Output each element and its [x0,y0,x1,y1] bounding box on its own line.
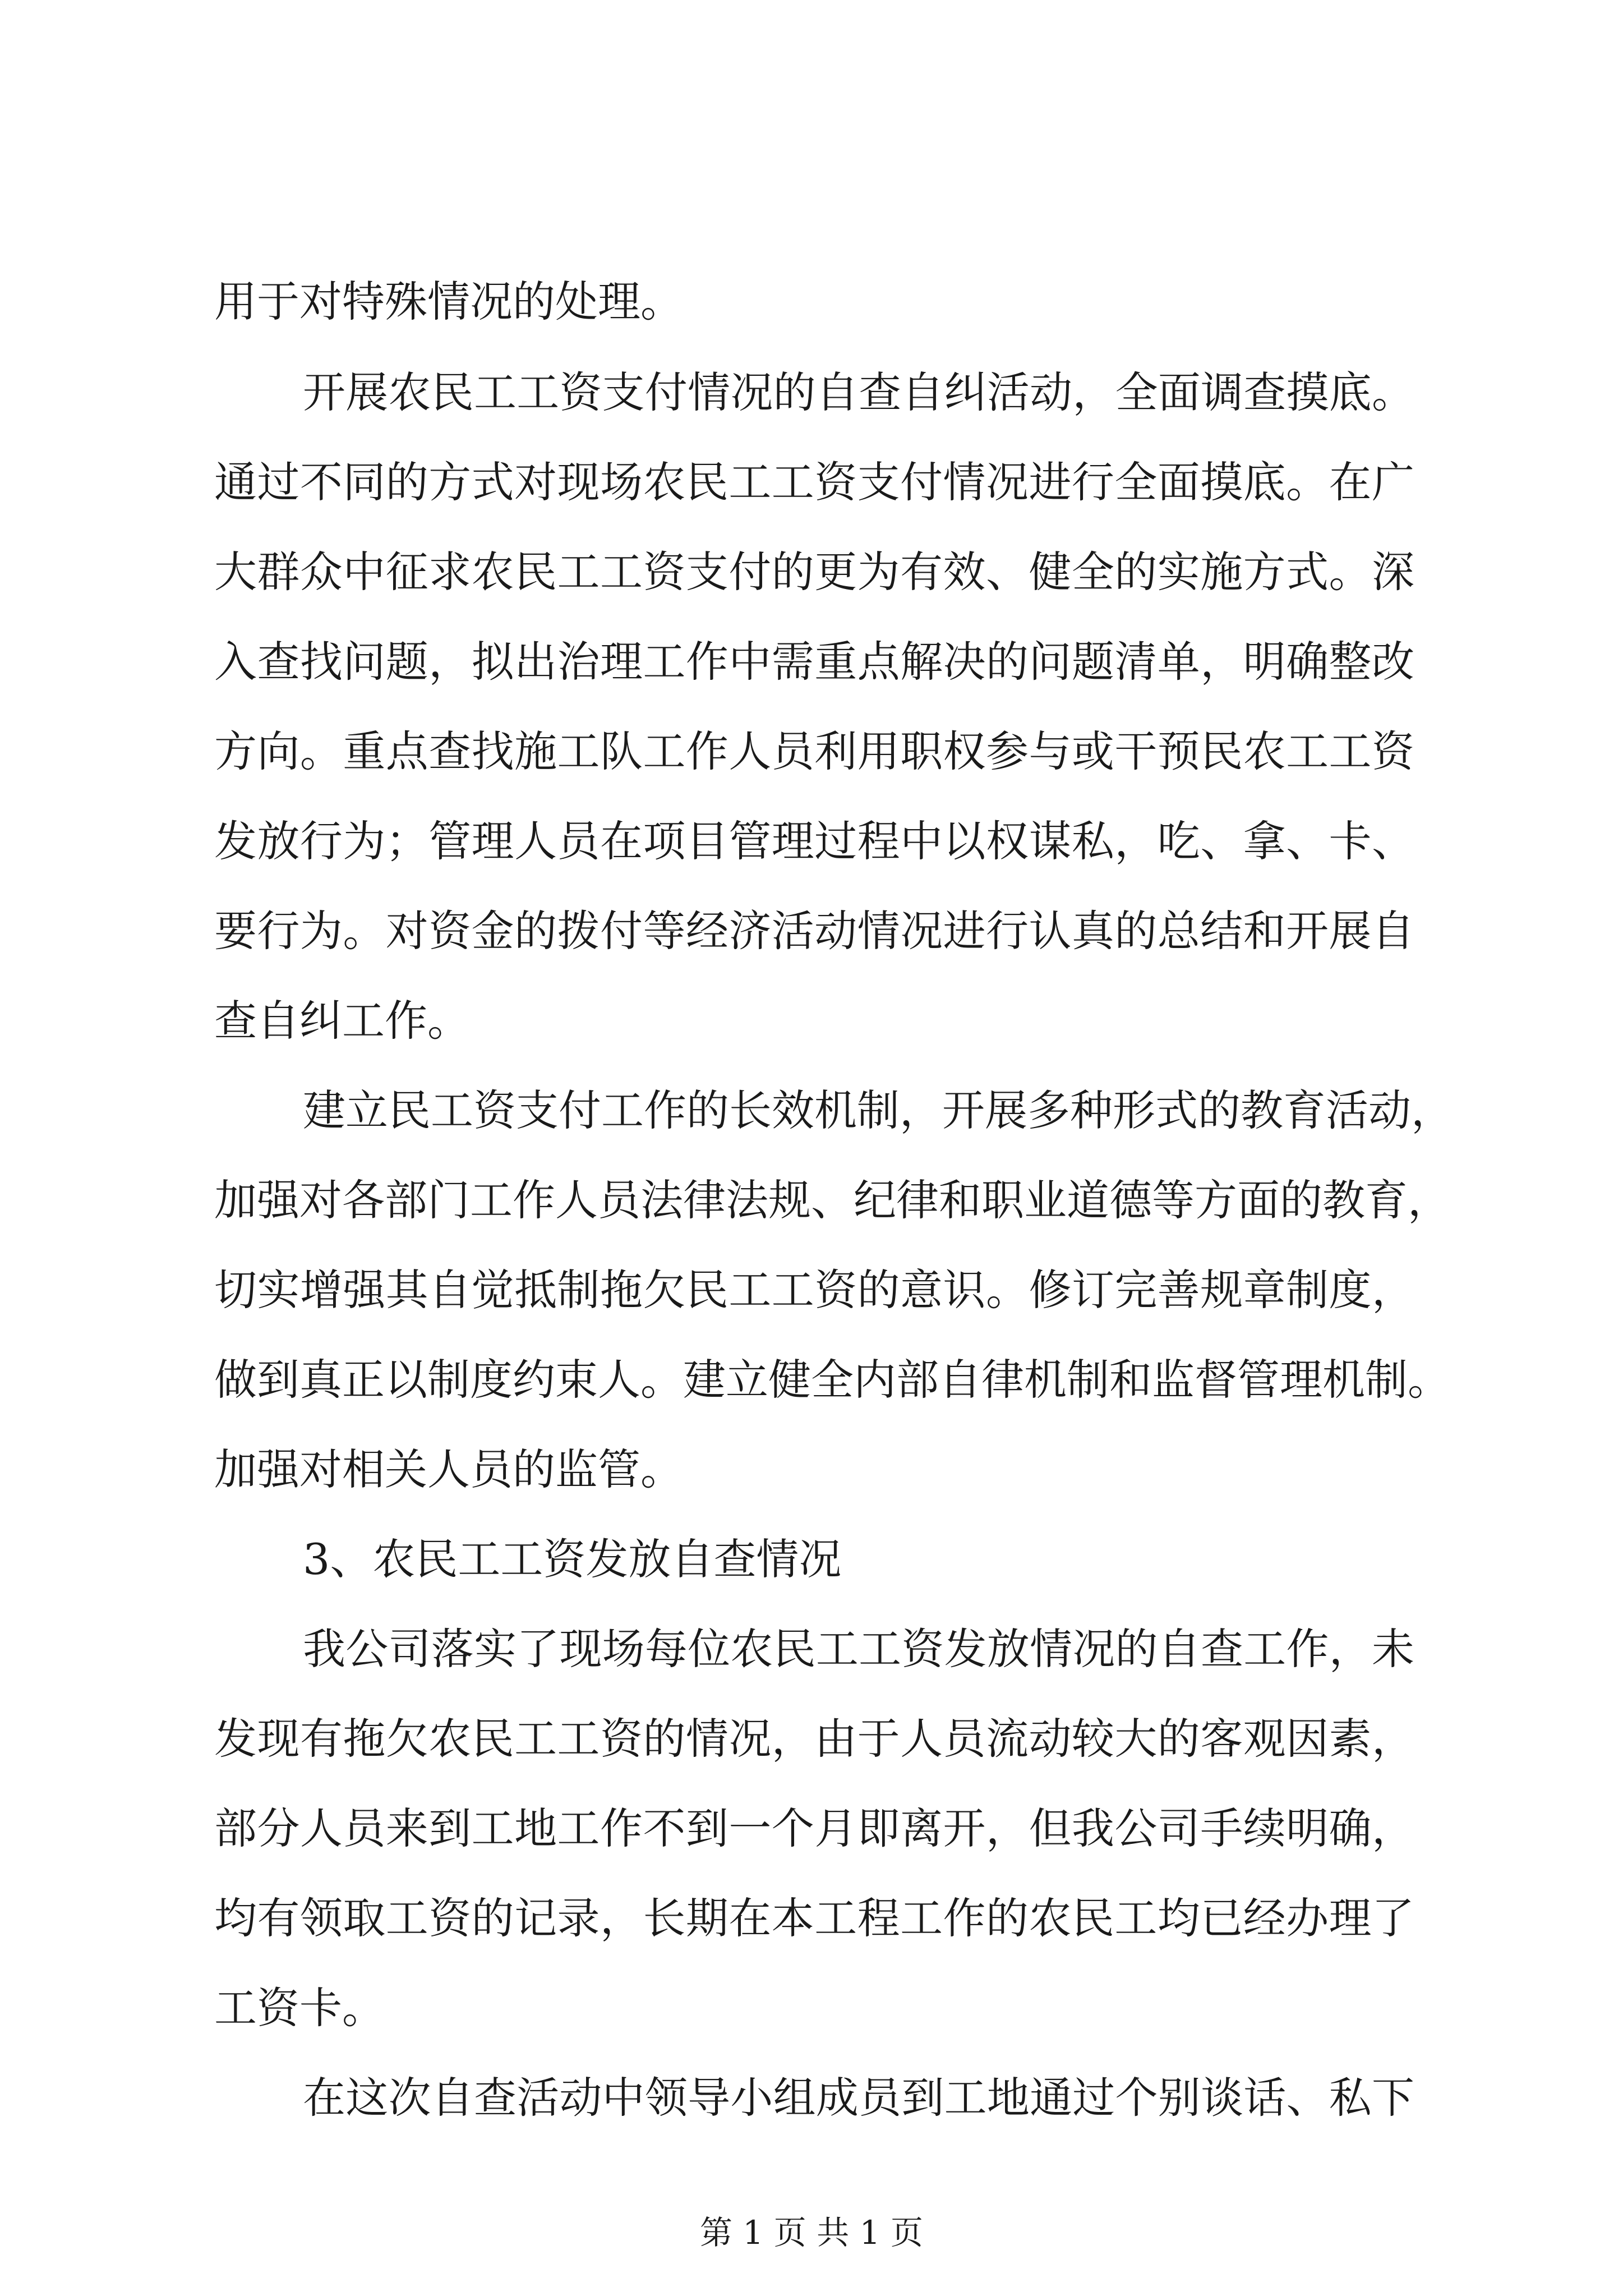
text-line: 加强对相关人员的监管。 [214,1444,683,1494]
text-line: 在这次自查活动中领导小组成员到工地通过个别谈话、私下 [303,2073,1414,2123]
text-line: 发放行为；管理人员在项目管理过程中以权谋私，吃、拿、卡、 [214,816,1414,866]
page-number-footer: 第 1 页 共 1 页 [700,2214,923,2252]
text-line: 工资卡。 [214,1983,385,2033]
text-line: 要行为。对资金的拨付等经济活动情况进行认真的总结和开展自 [214,906,1414,956]
text-line: 我公司落实了现场每位农民工工资发放情况的自查工作，未 [303,1624,1414,1674]
text-line: 入查找问题，拟出治理工作中需重点解决的问题清单，明确整改 [214,637,1414,687]
text-line: 部分人员来到工地工作不到一个月即离开，但我公司手续明确， [214,1803,1414,1853]
text-line: 通过不同的方式对现场农民工工资支付情况进行全面摸底。在广 [214,457,1414,507]
text-line: 发现有拖欠农民工工资的情况，由于人员流动较大的客观因素， [214,1714,1414,1764]
text-line: 方向。重点查找施工队工作人员利用职权参与或干预民农工工资 [214,726,1414,776]
text-line: 均有领取工资的记录，长期在本工程工作的农民工均已经办理了 [214,1893,1414,1943]
text-line: 做到真正以制度约束人。建立健全内部自律机制和监督管理机制。 [214,1355,1450,1405]
text-line: 开展农民工工资支付情况的自查自纠活动，全面调查摸底。 [303,367,1414,417]
text-line: 建立民工资支付工作的长效机制，开展多种形式的教育活动， [303,1085,1454,1135]
text-line: 用于对特殊情况的处理。 [214,277,683,326]
text-line: 查自纠工作。 [214,996,470,1046]
text-line: 加强对各部门工作人员法律法规、纪律和职业道德等方面的教育， [214,1175,1450,1225]
text-line: 切实增强其自觉抵制拖欠民工工资的意识。修订完善规章制度， [214,1265,1414,1315]
section-heading: 3、农民工工资发放自查情况 [303,1534,842,1584]
text-line: 大群众中征求农民工工资支付的更为有效、健全的实施方式。深 [214,547,1414,597]
